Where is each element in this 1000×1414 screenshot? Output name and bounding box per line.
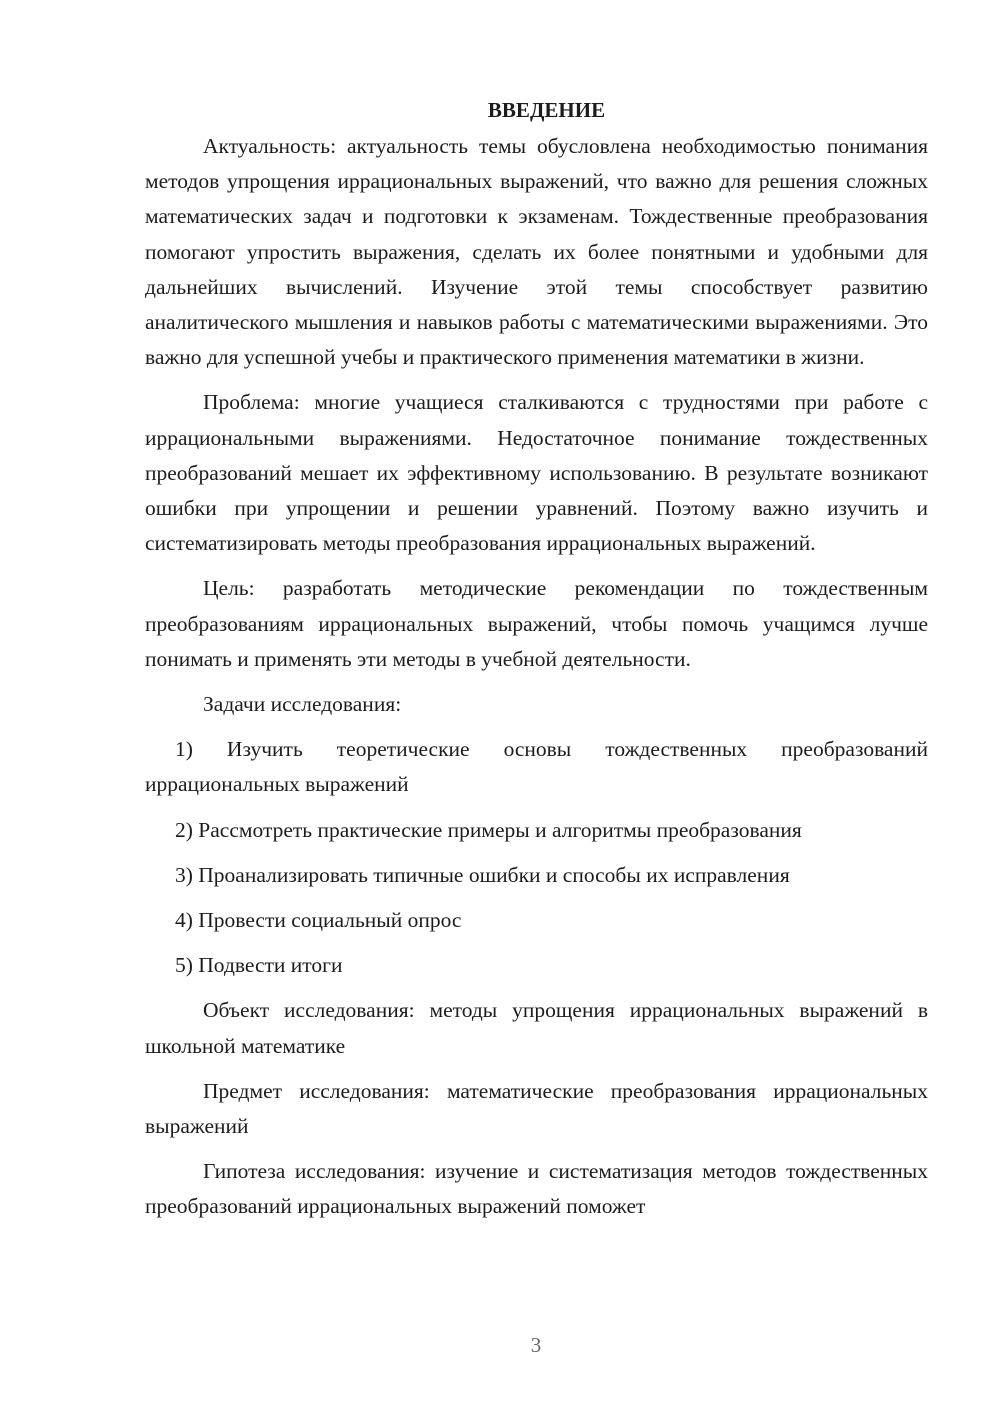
page-number: 3 <box>530 1333 542 1357</box>
hypothesis-paragraph: Гипотеза исследования: изучение и систематизация методов тождественных преобразований иррациональных выражений поможет <box>145 1159 928 1219</box>
tasks-heading: Задачи исследования: <box>203 692 402 717</box>
relevance-paragraph: Актуальность: актуальность темы обусловлена необходимостью понимания методов упрощения иррациональных выражений, что важно для решения сложных математических задач и подготовки к экзаменам. Тождественные преобразования помогают упростить выражения, сделать их более понятными и удобными для дальнейших вычислений. Изучение этой темы способствует развитию аналитического мышления и навыков работы с математическими выражениями. Это важно для успешной учебы и практического применения математики в жизни. <box>145 134 928 370</box>
section-heading: ВВЕДЕНИЕ <box>487 98 606 122</box>
page-content <box>145 93 928 1235</box>
task-item-2: 2) Рассмотреть практические примеры и алгоритмы преобразования <box>175 817 802 842</box>
subject-paragraph: Предмет исследования: математические преобразования иррациональных выражений <box>145 1078 928 1139</box>
goal-paragraph: Цель: разработать методические рекомендации по тождественным преобразованиям иррациональных выражений, чтобы помочь учащимся лучше понимать и применять эти методы в учебной деятельности. <box>145 576 928 671</box>
problem-paragraph: Проблема: многие учащиеся сталкиваются с трудностями при работе с иррациональными выражениями. Недостаточное понимание тождественных преобразований мешает их эффективному использованию. В результате возникают ошибки при упрощении и решении уравнений. Поэтому важно изучить и систематизировать методы преобразования иррациональных выражений. <box>145 390 928 556</box>
task-item-1: 1) Изучить теоретические основы тождественных преобразований иррациональных выражений <box>145 737 928 797</box>
task-item-3: 3) Проанализировать типичные ошибки и способы их исправления <box>175 862 790 887</box>
object-paragraph: Объект исследования: методы упрощения иррациональных выражений в школьной математике <box>145 998 928 1058</box>
task-item-5: 5) Подвести итоги <box>175 953 343 978</box>
task-item-4: 4) Провести социальный опрос <box>175 908 462 933</box>
